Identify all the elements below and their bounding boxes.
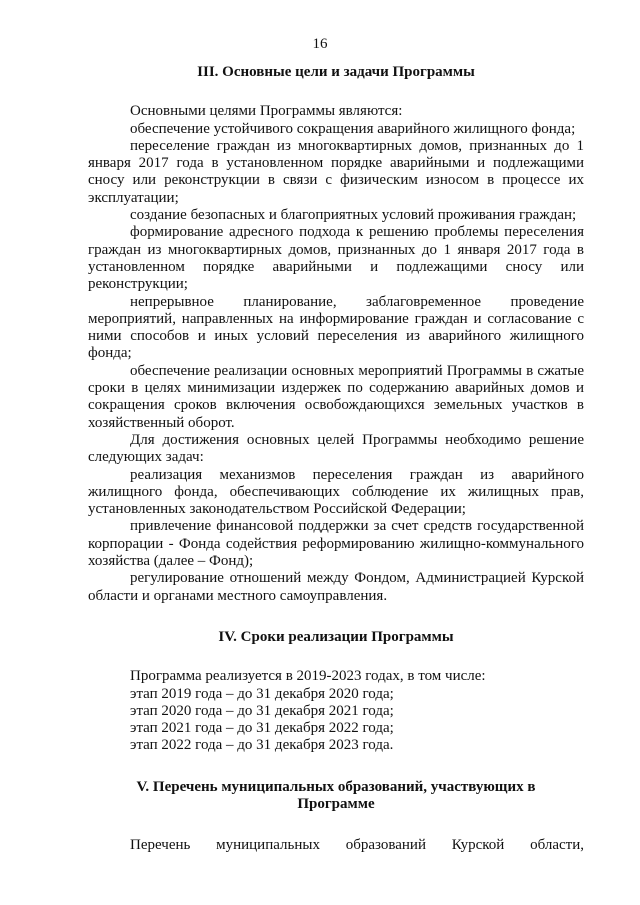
paragraph: реализация механизмов переселения граждан из аварийного жилищного фонда, обеспечивающих соблюдение их жилищных прав, установленных законодательством Российской Федерации; bbox=[88, 466, 584, 518]
section-5-body bbox=[88, 837, 584, 854]
paragraph: Основными целями Программы являются: bbox=[130, 103, 403, 120]
paragraph: непрерывное планирование, заблаговременное проведение мероприятий, направленных на информирование граждан и согласование с ними способов и иных условий переселения из аварийного жилищного фонда; bbox=[88, 293, 584, 362]
section-heading-4: IV. Сроки реализации Программы bbox=[218, 628, 454, 645]
paragraph: Перечень муниципальных образований Курской области, bbox=[130, 837, 584, 854]
paragraph: этап 2022 года – до 31 декабря 2023 года. bbox=[130, 737, 394, 754]
document-body bbox=[88, 64, 584, 855]
paragraph: обеспечение устойчивого сокращения аварийного жилищного фонда; bbox=[130, 120, 576, 137]
paragraph: переселение граждан из многоквартирных домов, признанных до 1 января 2017 года в установленном порядке аварийными и подлежащими сносу или реконструкции в связи с физическим износом в процессе их эксплуатации; bbox=[88, 137, 584, 206]
paragraph: этап 2019 года – до 31 декабря 2020 года; bbox=[130, 685, 394, 702]
paragraph: Для достижения основных целей Программы необходимо решение следующих задач: bbox=[88, 431, 584, 466]
section-heading-3: III. Основные цели и задачи Программы bbox=[197, 64, 475, 80]
paragraph: обеспечение реализации основных мероприятий Программы в сжатые сроки в целях минимизации издержек по содержанию аварийных домов и сокращения сроков включения освобождающихся земельных участков в хозяйственный оборот. bbox=[88, 362, 584, 431]
page-number: 16 bbox=[312, 36, 328, 52]
section-heading-5 bbox=[88, 779, 584, 814]
section-4-body bbox=[88, 668, 584, 754]
paragraph: формирование адресного подхода к решению проблемы переселения граждан из многоквартирных домов, признанных до 1 января 2017 года в установленном порядке аварийными и подлежащими сносу или реконструкции; bbox=[88, 224, 584, 293]
section-heading-5-line1: V. Перечень муниципальных образований, участвующих в bbox=[136, 778, 536, 795]
paragraph: привлечение финансовой поддержки за счет средств государственной корпорации - Фонда содействия реформированию жилищно-коммунального хозяйства (далее – Фонд); bbox=[88, 518, 584, 570]
paragraph: создание безопасных и благоприятных условий проживания граждан; bbox=[130, 207, 577, 224]
section-heading-5-line2: Программе bbox=[297, 795, 375, 812]
paragraph: этап 2021 года – до 31 декабря 2022 года; bbox=[130, 720, 394, 737]
paragraph: Программа реализуется в 2019-2023 годах, в том числе: bbox=[130, 668, 486, 685]
paragraph: этап 2020 года – до 31 декабря 2021 года; bbox=[130, 702, 394, 719]
section-3-body bbox=[88, 103, 584, 605]
paragraph: регулирование отношений между Фондом, Администрацией Курской области и органами местного самоуправления. bbox=[88, 570, 584, 604]
